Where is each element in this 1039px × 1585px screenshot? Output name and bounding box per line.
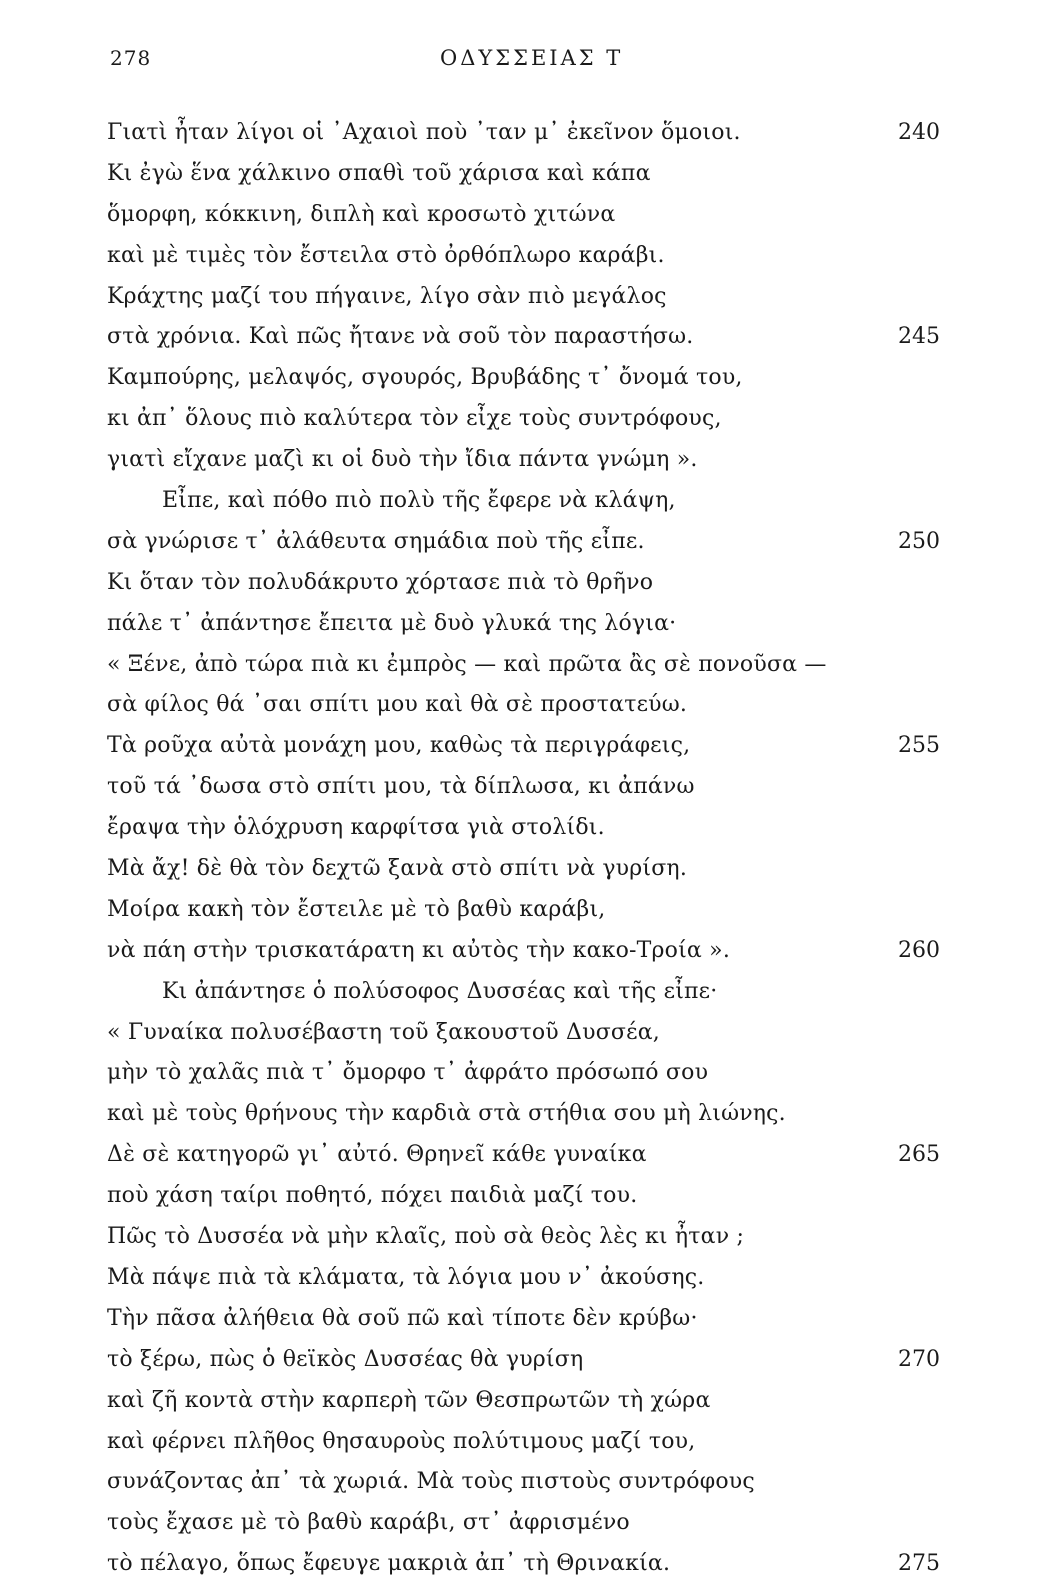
- verse-line: [0, 849, 1039, 890]
- verse-line: [0, 113, 1039, 154]
- verse-text: Γιατὶ ἦταν λίγοι οἱ ᾿Αχαιοὶ ποὺ ᾿ταν μ᾿ ἐκεῖνον ὅμοιοι.: [107, 120, 741, 145]
- verse-line: [0, 645, 1039, 686]
- verse-text: Μὰ ἄχ! δὲ θὰ τὸν δεχτῶ ξανὰ στὸ σπίτι νὰ γυρίση.: [107, 856, 688, 882]
- verse-line: [0, 1422, 1039, 1463]
- verse-text: « Γυναίκα πολυσέβαστη τοῦ ξακουστοῦ Δυσσέα,: [107, 1019, 660, 1045]
- verse-text: συνάζοντας ἀπ᾿ τὰ χωριά. Μὰ τοὺς πιστοὺς συντρόφους: [107, 1469, 755, 1495]
- line-number: 275: [898, 1551, 940, 1577]
- verse-line: [0, 1013, 1039, 1054]
- verse-text: σὰ φίλος θά ᾿σαι σπίτι μου καὶ θὰ σὲ προστατεύω.: [107, 692, 688, 718]
- verse-text: Τὰ ροῦχα αὐτὰ μονάχη μου, καθὼς τὰ περιγράφεις,: [107, 733, 691, 759]
- verse-text: Δὲ σὲ κατηγορῶ γι᾿ αὐτό. Θρηνεῖ κάθε γυναίκα: [107, 1142, 647, 1168]
- verse-text: « Ξένε, ἀπὸ τώρα πιὰ κι ἐμπρὸς — καὶ πρῶτα ἂς σὲ πονοῦσα —: [107, 651, 827, 677]
- verse-line: [0, 1135, 1039, 1176]
- page-number: 278: [110, 46, 152, 70]
- verse-text: σὰ γνώρισε τ᾿ ἀλάθευτα σημάδια ποὺ τῆς εἶπε.: [107, 528, 645, 554]
- verse-text: Πῶς τὸ Δυσσέα νὰ μὴν κλαῖς, ποὺ σὰ θεὸς λὲς κι ἦταν ;: [107, 1224, 745, 1250]
- verse-text: γιατὶ εἴχανε μαζὶ κι οἱ δυὸ τὴν ἴδια πάντα γνώμη ».: [107, 447, 698, 473]
- verse-text: Κι ἀπάντησε ὁ πολύσοφος Δυσσέας καὶ τῆς εἶπε·: [162, 978, 718, 1004]
- verse-line: [0, 1462, 1039, 1503]
- verse-text: στὰ χρόνια. Καὶ πῶς ἤτανε νὰ σοῦ τὸν παραστήσω.: [107, 324, 694, 350]
- line-number: 255: [898, 733, 940, 759]
- verse-text: Κι ἐγὼ ἕνα χάλκινο σπαθὶ τοῦ χάρισα καὶ κάπα: [107, 160, 651, 186]
- line-number: 260: [898, 937, 940, 963]
- verse-text: κι ἀπ᾿ ὅλους πιὸ καλύτερα τὸν εἶχε τοὺς συντρόφους,: [107, 406, 722, 432]
- verse-text: καὶ μὲ τιμὲς τὸν ἔστειλα στὸ ὀρθόπλωρο καράβι.: [107, 242, 665, 268]
- verse-line: [0, 1094, 1039, 1135]
- verse-line: [0, 195, 1039, 236]
- verse-line: [0, 1381, 1039, 1422]
- verse-text: τοῦ τά ᾿δωσα στὸ σπίτι μου, τὰ δίπλωσα, κι ἀπάνω: [107, 774, 695, 800]
- verse-line: [0, 399, 1039, 440]
- line-number: 265: [898, 1142, 940, 1168]
- verse-text: καὶ φέρνει πλῆθος θησαυροὺς πολύτιμους μαζί του,: [107, 1428, 696, 1454]
- verse-text: Εἶπε, καὶ πόθο πιὸ πολὺ τῆς ἔφερε νὰ κλάψη,: [162, 488, 676, 514]
- verse-text: Μοίρα κακὴ τὸν ἔστειλε μὲ τὸ βαθὺ καράβι,: [107, 896, 606, 922]
- verse-line: [0, 604, 1039, 645]
- verse-text: ποὺ χάση ταίρι ποθητό, πόχει παιδιὰ μαζί του.: [107, 1183, 638, 1209]
- verse-text: τοὺς ἔχασε μὲ τὸ βαθὺ καράβι, στ᾿ ἀφρισμένο: [107, 1510, 630, 1536]
- poem-text: [0, 113, 1039, 1585]
- verse-text: ὅμορφη, κόκκινη, διπλὴ καὶ κροσωτὸ χιτώνα: [107, 201, 616, 227]
- verse-line: [0, 1544, 1039, 1585]
- verse-text: μὴν τὸ χαλᾶς πιὰ τ᾿ ὄμορφο τ᾿ ἀφράτο πρόσωπό σου: [107, 1060, 709, 1086]
- line-number: 250: [898, 528, 940, 554]
- book-title: ΟΔΥΣΣΕΙΑΣ Τ: [440, 46, 624, 70]
- verse-line: [0, 1340, 1039, 1381]
- verse-line: [0, 808, 1039, 849]
- verse-line: [0, 1258, 1039, 1299]
- verse-line: [0, 972, 1039, 1013]
- verse-line: [0, 726, 1039, 767]
- verse-text: ἔραψα τὴν ὁλόχρυση καρφίτσα γιὰ στολίδι.: [107, 815, 605, 841]
- verse-text: πάλε τ᾿ ἀπάντησε ἔπειτα μὲ δυὸ γλυκά της λόγια·: [107, 610, 677, 636]
- verse-text: καὶ ζῆ κοντὰ στὴν καρπερὴ τῶν Θεσπρωτῶν τὴ χώρα: [107, 1387, 711, 1413]
- verse-text: Τὴν πᾶσα ἀλήθεια θὰ σοῦ πῶ καὶ τίποτε δὲν κρύβω·: [107, 1305, 698, 1331]
- verse-line: [0, 236, 1039, 277]
- verse-line: [0, 1217, 1039, 1258]
- verse-line: [0, 154, 1039, 195]
- verse-line: [0, 563, 1039, 604]
- verse-line: [0, 890, 1039, 931]
- verse-text: Κι ὅταν τὸν πολυδάκρυτο χόρτασε πιὰ τὸ θρῆνο: [107, 569, 654, 595]
- verse-line: [0, 1053, 1039, 1094]
- verse-line: [0, 522, 1039, 563]
- line-number: 240: [898, 120, 940, 145]
- running-head: [0, 46, 1039, 76]
- verse-text: τὸ πέλαγο, ὅπως ἔφευγε μακριὰ ἀπ᾿ τὴ Θρινακία.: [107, 1551, 671, 1577]
- verse-line: [0, 931, 1039, 972]
- verse-text: τὸ ξέρω, πὼς ὁ θεϊκὸς Δυσσέας θὰ γυρίση: [107, 1346, 584, 1372]
- verse-line: [0, 317, 1039, 358]
- verse-line: [0, 685, 1039, 726]
- verse-line: [0, 481, 1039, 522]
- verse-line: [0, 1503, 1039, 1544]
- verse-text: Καμπούρης, μελαψός, σγουρός, Βρυβάδης τ᾿ ὄνομά του,: [107, 365, 743, 391]
- verse-line: [0, 277, 1039, 318]
- verse-text: νὰ πάη στὴν τρισκατάρατη κι αὐτὸς τὴν κακο-Τροία ».: [107, 937, 731, 963]
- verse-line: [0, 1176, 1039, 1217]
- line-number: 270: [898, 1346, 940, 1372]
- verse-line: [0, 1299, 1039, 1340]
- line-number: 245: [898, 324, 940, 350]
- verse-line: [0, 358, 1039, 399]
- verse-line: [0, 767, 1039, 808]
- verse-text: Κράχτης μαζί του πήγαινε, λίγο σὰν πιὸ μεγάλος: [107, 283, 667, 309]
- verse-text: καὶ μὲ τοὺς θρήνους τὴν καρδιὰ στὰ στήθια σου μὴ λιώνης.: [107, 1101, 786, 1127]
- verse-text: Μὰ πάψε πιὰ τὰ κλάματα, τὰ λόγια μου ν᾿ ἀκούσης.: [107, 1264, 705, 1290]
- verse-line: [0, 440, 1039, 481]
